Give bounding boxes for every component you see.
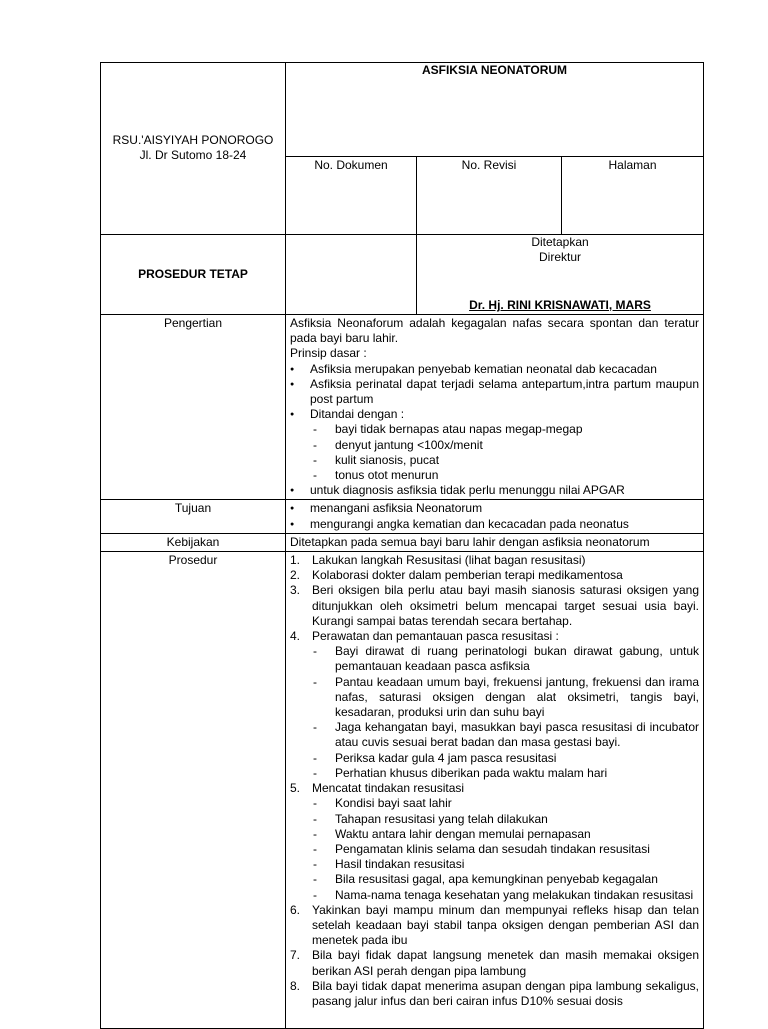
kebijakan-label: Kebijakan	[101, 533, 286, 551]
list-item: ● mengurangi angka kematian dan kecacadan pada neonatus	[290, 517, 699, 532]
list-item: ● menangani asfiksia Neonatorum	[290, 501, 699, 516]
list-item: ● Asfiksia perinatal dapat terjadi selama antepartum,intra partum maupun post partum	[290, 377, 699, 407]
hospital-cell	[101, 63, 286, 235]
step-text: Perawatan dan pemantauan pasca resusitasi :	[312, 629, 559, 644]
list-item: - Periksa kadar gula 4 jam pasca resusitasi	[290, 751, 699, 766]
sop-table	[100, 62, 704, 1029]
list-item: ● Asfiksia merupakan penyebab kematian neonatal dab kecacadan	[290, 362, 699, 377]
list-item: - Pengamatan klinis selama dan sesudah tindakan resusitasi	[290, 842, 699, 857]
substep-list	[290, 796, 699, 902]
step-text: Yakinkan bayi mampu minum dan mempunyai refleks hisap dan telan setelah keadaan bayi stabil tanpa oksigen dengan pemberian ASI dan menetek pada ibu	[312, 902, 699, 948]
list-item: - Kondisi bayi saat lahir	[290, 796, 699, 811]
substep-list	[290, 644, 699, 781]
step-number: 7.	[290, 948, 301, 963]
kebijakan-content: Ditetapkan pada semua bayi baru lahir dengan asfiksia neonatorum	[286, 533, 704, 551]
list-item: - Bila resusitasi gagal, apa kemungkinan penyebab kegagalan	[290, 872, 699, 887]
list-item	[290, 568, 699, 583]
list-item	[290, 583, 699, 629]
list-item: - Waktu antara lahir dengan memulai pernapasan	[290, 827, 699, 842]
doc-number-header: No. Dokumen	[286, 157, 417, 235]
step-text: Beri oksigen bila perlu atau bayi masih sianosis saturasi oksigen yang ditunjukkan oleh oksimetri belum mencapai target sesuai usia bayi. Kurangi sampai batas terendah secara bertahap.	[312, 583, 699, 628]
list-item: - bayi tidak bernapas atau napas megap-megap	[290, 422, 699, 437]
prosedur-label: Prosedur	[101, 552, 286, 1029]
prosedur-list	[290, 553, 699, 1009]
step-text: Lakukan langkah Resusitasi (lihat bagan resusitasi)	[312, 553, 586, 568]
page-header: Halaman	[562, 157, 704, 235]
step-number: 2.	[290, 568, 301, 583]
step-number: 1.	[290, 553, 301, 568]
pengertian-label: Pengertian	[101, 315, 286, 500]
list-item-text: Ditandai dengan :	[310, 407, 405, 422]
step-number: 6.	[290, 902, 301, 917]
hospital-address: Jl. Dr Sutomo 18-24	[139, 148, 247, 162]
list-item	[290, 903, 699, 949]
step-number: 4.	[290, 629, 301, 644]
step-number: 8.	[290, 978, 301, 993]
step-text: Bila bayi tidak dapat menerima asupan dengan pipa lambung sekaligus, pasang jalur infus dan beri cairan infus D10% sesuai dosis	[312, 978, 699, 1008]
tujuan-list	[290, 501, 699, 531]
list-item	[290, 948, 699, 978]
prinsip-dasar: Prinsip dasar :	[290, 346, 367, 361]
pengertian-intro: Asfiksia Neonaforum adalah kegagalan nafas secara spontan dan teratur pada bayi baru lahir.	[290, 316, 699, 346]
approval-cell	[417, 235, 704, 315]
step-number: 3.	[290, 583, 301, 598]
direktur-text: Direktur	[538, 250, 581, 265]
list-item: - Nama-nama tenaga kesehatan yang melakukan tindakan resusitasi	[290, 888, 699, 903]
list-item: - Pantau keadaan umum bayi, frekuensi jantung, frekuensi dan irama nafas, saturasi oksigen dengan alat oksimetri, tangis bayi, kesadaran, produksi urin dan suhu bayi	[290, 675, 699, 721]
step-text: Kolaborasi dokter dalam pemberian terapi medikamentosa	[312, 568, 623, 583]
director-name: Dr. Hj. RINI KRISNAWATI, MARS	[469, 297, 651, 312]
list-item: ● untuk diagnosis asfiksia tidak perlu menunggu nilai APGAR	[290, 483, 699, 498]
ditetapkan-text: Ditetapkan	[531, 235, 589, 249]
step-text: Bila bayi fidak dapat langsung menetek dan masih memakai oksigen berikan ASI perah dengan pipa lambung	[312, 948, 699, 978]
step-text: Mencatat tindakan resusitasi	[312, 781, 465, 796]
tujuan-label: Tujuan	[101, 500, 286, 533]
list-item: - Bayi dirawat di ruang perinatologi bukan dirawat gabung, untuk pemantauan keadaan pasca asfiksia	[290, 644, 699, 674]
list-item: - Hasil tindakan resusitasi	[290, 857, 699, 872]
list-item	[290, 979, 699, 1009]
list-item	[290, 553, 699, 568]
sign-list	[290, 422, 699, 483]
prosedur-content	[286, 552, 704, 1029]
list-item: - kulit sianosis, pucat	[290, 453, 699, 468]
document-title: ASFIKSIA NEONATORUM	[286, 63, 704, 157]
list-item: - tonus otot menurun	[290, 468, 699, 483]
empty-cell	[286, 235, 417, 315]
procedure-label: PROSEDUR TETAP	[101, 235, 286, 315]
tujuan-content	[286, 500, 704, 533]
revision-header: No. Revisi	[417, 157, 562, 235]
pengertian-content	[286, 315, 704, 500]
list-item	[290, 407, 699, 483]
list-item: - Jaga kehangatan bayi, masukkan bayi pasca resusitasi di incubator atau cuvis sesuai berat badan dan masa gestasi bayi.	[290, 720, 699, 750]
list-item	[290, 781, 699, 903]
list-item: - Tahapan resusitasi yang telah dilakukan	[290, 812, 699, 827]
list-item: - denyut jantung <100x/menit	[290, 438, 699, 453]
list-item	[290, 629, 699, 781]
step-number: 5.	[290, 781, 301, 796]
list-item: - Perhatian khusus diberikan pada waktu malam hari	[290, 766, 699, 781]
pengertian-list	[290, 362, 699, 499]
hospital-name: RSU.'AISYIYAH PONOROGO	[112, 132, 274, 147]
